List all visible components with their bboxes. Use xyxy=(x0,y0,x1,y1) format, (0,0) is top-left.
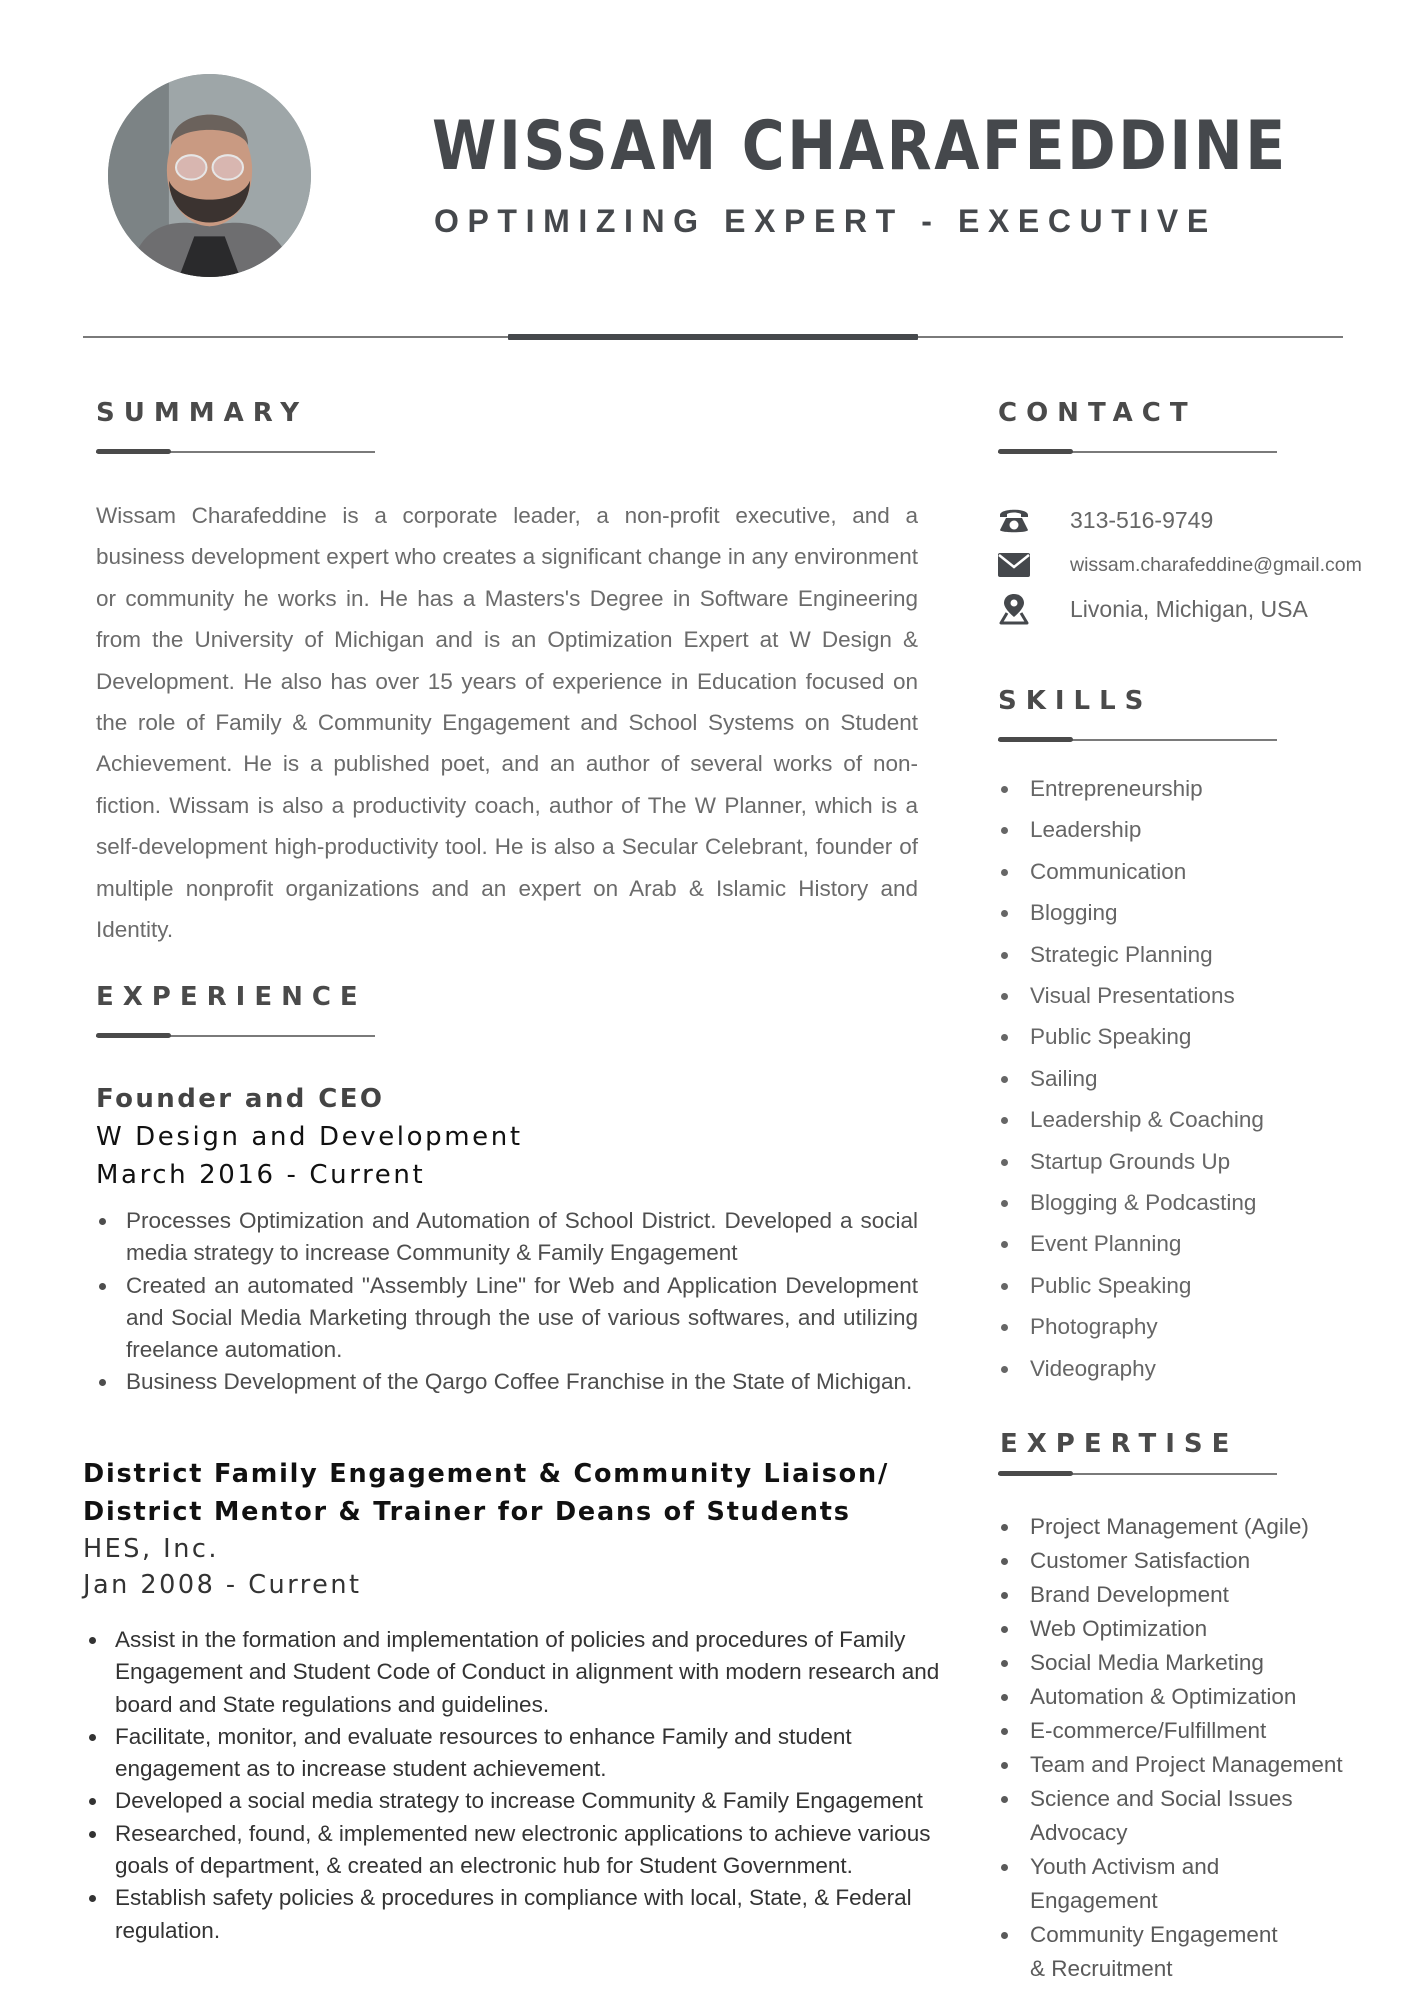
header-divider-accent xyxy=(508,334,918,340)
contact-location xyxy=(998,592,1308,626)
contact-heading: CONTACT xyxy=(998,398,1197,428)
expertise-heading: EXPERTISE xyxy=(1000,1429,1239,1459)
phone-icon xyxy=(998,505,1030,535)
skill-item: Leadership & Coaching xyxy=(998,1099,1378,1140)
skill-item: Public Speaking xyxy=(998,1016,1378,1057)
skill-item: Strategic Planning xyxy=(998,934,1378,975)
job-bullet: Developed a social media strategy to increase Community & Family Engagement xyxy=(83,1785,983,1817)
expertise-item: Brand Development xyxy=(998,1578,1398,1612)
job-dates: March 2016 - Current xyxy=(96,1160,426,1190)
phone-number[interactable]: 313-516-9749 xyxy=(1070,506,1214,533)
skill-item: Blogging & Podcasting xyxy=(998,1182,1378,1223)
job-bullet: Establish safety policies & procedures in compliance with local, State, & Federal regulation. xyxy=(83,1882,983,1947)
expertise-item: E-commerce/Fulfillment xyxy=(998,1714,1398,1748)
profile-photo xyxy=(108,74,311,277)
map-pin-icon xyxy=(998,594,1030,624)
job-title: Founder and CEO xyxy=(96,1084,385,1114)
job-bullets xyxy=(96,1205,918,1399)
experience-heading: EXPERIENCE xyxy=(96,982,367,1012)
skill-item: Event Planning xyxy=(998,1223,1378,1264)
skill-item: Blogging xyxy=(998,892,1378,933)
expertise-item: Web Optimization xyxy=(998,1612,1398,1646)
skill-item: Startup Grounds Up xyxy=(998,1141,1378,1182)
job-dates: Jan 2008 - Current xyxy=(83,1570,362,1600)
expertise-item: Youth Activism and Engagement xyxy=(998,1850,1278,1918)
skills-heading-rule xyxy=(998,739,1277,741)
location-text: Livonia, Michigan, USA xyxy=(1070,595,1308,622)
expertise-item: Project Management (Agile) xyxy=(998,1510,1398,1544)
skills-heading: SKILLS xyxy=(998,686,1153,716)
contact-email xyxy=(998,548,1362,582)
expertise-item: Automation & Optimization xyxy=(998,1680,1398,1714)
mail-icon xyxy=(998,550,1030,580)
email-address[interactable]: wissam.charafeddine@gmail.com xyxy=(1070,553,1362,576)
job-bullet: Created an automated "Assembly Line" for Web and Application Development and Social Media Marketing through the use of various softwares, and utilizing freelance automation. xyxy=(96,1270,918,1367)
job-tagline: OPTIMIZING EXPERT - EXECUTIVE xyxy=(434,203,1217,239)
job-company: HES, Inc. xyxy=(83,1534,219,1564)
expertise-list xyxy=(998,1510,1398,1986)
skills-list xyxy=(998,768,1378,1389)
expertise-item: Customer Satisfaction xyxy=(998,1544,1398,1578)
skill-item: Entrepreneurship xyxy=(998,768,1378,809)
expertise-item: Community Engagement & Recruitment xyxy=(998,1918,1298,1986)
skill-item: Public Speaking xyxy=(998,1265,1378,1306)
expertise-item: Science and Social Issues Advocacy xyxy=(998,1782,1298,1850)
skill-item: Communication xyxy=(998,851,1378,892)
job-bullet: Processes Optimization and Automation of School District. Developed a social media strategy to increase Community & Family Engagement xyxy=(96,1205,918,1270)
skill-item: Photography xyxy=(998,1306,1378,1347)
contact-phone xyxy=(998,503,1214,537)
person-name: WISSAM CHARAFEDDINE xyxy=(432,107,1288,186)
job-bullet: Business Development of the Qargo Coffee Franchise in the State of Michigan. xyxy=(96,1366,918,1398)
expertise-item: Social Media Marketing xyxy=(998,1646,1398,1680)
job-bullet: Facilitate, monitor, and evaluate resources to enhance Family and student engagement as to increase student achievement. xyxy=(83,1721,983,1786)
expertise-item: Team and Project Management xyxy=(998,1748,1398,1782)
portrait-image-icon xyxy=(108,74,311,277)
job-bullet: Assist in the formation and implementation of policies and procedures of Family Engagement and Student Code of Conduct in alignment with modern research and board and State regulations and guidelines. xyxy=(83,1624,983,1721)
expertise-heading-rule xyxy=(998,1473,1277,1475)
contact-heading-rule xyxy=(998,451,1277,453)
skill-item: Leadership xyxy=(998,809,1378,850)
job-bullets xyxy=(83,1624,983,1947)
job-bullet: Researched, found, & implemented new electronic applications to achieve various goals of department, & created an electronic hub for Student Government. xyxy=(83,1818,983,1883)
summary-heading-rule xyxy=(96,451,375,453)
skill-item: Sailing xyxy=(998,1058,1378,1099)
summary-text: Wissam Charafeddine is a corporate leader, a non-profit executive, and a business development expert who creates a significant change in any environment or community he works in. He has a Masters's Degree in Software Engineering from the University of Michigan and is an Optimization Expert at W Design & Development. He also has over 15 years of experience in Education focused on the role of Family & Community Engagement and School Systems on Student Achievement. He is a published poet, and an author of several works of non-fiction. Wissam is also a productivity coach, author of The W Planner, which is a self-development high-productivity tool. He is also a Secular Celebrant, founder of multiple nonprofit organizations and an expert on Arab & Islamic History and Identity. xyxy=(96,503,918,943)
skill-item: Videography xyxy=(998,1348,1378,1389)
skill-item: Visual Presentations xyxy=(998,975,1378,1016)
experience-heading-rule xyxy=(96,1035,375,1037)
job-title: District Family Engagement & Community Liaison/ District Mentor & Trainer for Deans of Students xyxy=(83,1459,890,1527)
summary-heading: SUMMARY xyxy=(96,398,309,428)
job-company: W Design and Development xyxy=(96,1122,523,1152)
